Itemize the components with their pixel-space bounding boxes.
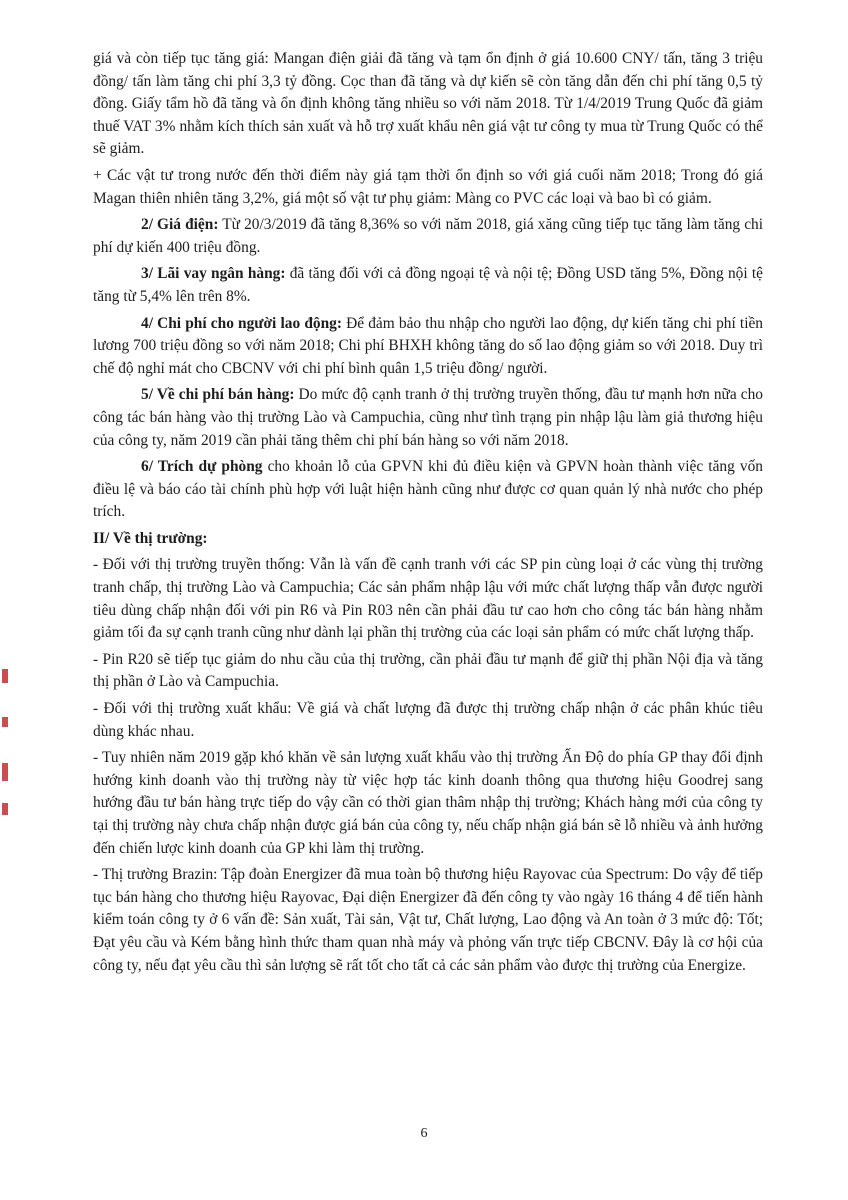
margin-stamp-marks [0,655,12,835]
paragraph-bank-interest [93,263,763,308]
item-text-sales-costs: Do mức độ cạnh tranh ở thị trường truyền thống, đầu tư mạnh hơn nữa cho công tác bán hàng vào thị trường Lào và Campuchia, cũng như tình trạng pin nhập lậu làm giả thương hiệu của công ty, năm 2019 cần phải tăng thêm chi phí bán hàng so với năm 2018. [93,386,764,449]
paragraph-electricity [93,214,763,259]
paragraph-export-market: - Đối với thị trường xuất khẩu: Về giá và chất lượng đã được thị trường chấp nhận ở các phân khúc tiêu dùng khác nhau. [93,700,763,740]
paragraph-provisions [93,456,763,524]
item-text-bank-interest: đã tăng đối với cả đồng ngoại tệ và nội tệ; Đồng USD tăng 5%, Đồng nội tệ tăng từ 5,4% lên trên 8%. [93,265,763,305]
page-number: 6 [420,1126,428,1141]
paragraph-r20-battery: - Pin R20 sẽ tiếp tục giảm do nhu cầu của thị trường, cần phải đầu tư mạnh để giữ thị phần Nội địa và tăng thị phần ở Lào và Campuchia. [93,650,763,691]
paragraph-india-market: - Tuy nhiên năm 2019 gặp khó khăn về sản lượng xuất khẩu vào thị trường Ấn Độ do phía GP thay đổi định hướng kinh doanh vào thị trường này từ việc hợp tác kinh doanh thông qua thương hiệu Goodrej sang hướng đầu tư bán hàng trực tiếp do vậy cần có thời gian thâm nhập thị trường; Khách hàng mới của công ty tại thị trường này chưa chấp nhận được giá bán của công ty, nếu chấp nhận giá bán sẽ lỗ nhiều và ảnh hưởng đến chiến lược kinh doanh của GP khi làm thị trường. [93,749,763,857]
item-title-sales-costs: 5/ Về chi phí bán hàng: [141,386,295,404]
paragraph-labor-costs [93,313,763,381]
paragraph-domestic-materials: + Các vật tư trong nước đến thời điểm này giá tạm thời ổn định so với giá cuối năm 2018; Trong đó giá Magan thiên nhiên tăng 3,2%, giá một số vật tư phụ giảm: Màng co PVC các loại và bao bì có giảm. [93,166,763,207]
paragraph-brazil-market: - Thị trường Brazin: Tập đoàn Energizer đã mua toàn bộ thương hiệu Rayovac của Spectrum: Do vậy để tiếp tục bán hàng cho thương hiệu Rayovac, Đại diện Energizer đã đến công ty vào ngày 16 tháng 4 để tiến hành kiểm toán công ty ở 6 vấn đề: Sản xuất, Tài sản, Vật tư, Chất lượng, Lao động và An toàn ở 3 mức độ: Tốt; Đạt yêu cầu và Kém bằng hình thức tham quan nhà máy và phỏng vấn trực tiếp CBCNV. Đây là cơ hội của công ty, nếu đạt yêu cầu thì sản lượng sẽ rất tốt cho tất cả các sản phẩm vào được thị trường của Energize. [93,866,763,974]
section-heading-market: II/ Về thị trường: [93,529,208,547]
item-title-electricity: 2/ Giá điện: [141,216,219,234]
document-body [93,48,763,981]
paragraph-sales-costs [93,384,763,452]
item-title-labor-costs: 4/ Chi phí cho người lao động: [141,314,342,332]
paragraph-traditional-market: - Đối với thị trường truyền thống: Vẫn là vấn đề cạnh tranh với các SP pin cùng loại ở các vùng thị trường tranh chấp, thị trường Lào và Campuchia; Các sản phẩm nhập lậu với mức chất lượng thấp vẫn được người tiêu dùng chấp nhận đối với pin R6 và Pin R03 nên cần phải đầu tư cao hơn cho công tác bán hàng nhằm giảm tối đa sự cạnh tranh cũng như dành lại phần thị trường của các loại sản phẩm có mức chất lượng thấp. [93,556,763,642]
item-text-electricity: Từ 20/3/2019 đã tăng 8,36% so với năm 2018, giá xăng cũng tiếp tục tăng làm tăng chi phí dự kiến 400 triệu đồng. [93,216,763,256]
item-text-labor-costs: Để đảm bảo thu nhập cho người lao động, dự kiến tăng chi phí tiền lương 700 triệu đồng so với năm 2018; Chi phí BHXH không tăng do số lao động giảm so với 2018. Duy trì chế độ nghỉ mát cho CBCNV với chi phí bình quân 1,5 triệu đồng/ người. [93,314,763,377]
item-title-provisions: 6/ Trích dự phòng [141,458,263,476]
item-text-provisions: cho khoản lỗ của GPVN khi đủ điều kiện và GPVN hoàn thành việc tăng vốn điều lệ và báo cáo tài chính phù hợp với luật hiện hành cũng như được cơ quan quản lý nhà nước cho phép trích. [93,458,763,521]
paragraph-material-prices: giá và còn tiếp tục tăng giá: Mangan điện giải đã tăng và tạm ổn định ở giá 10.600 CNY/ tấn, tăng 3 triệu đồng/ tấn làm tăng chi phí 3,3 tỷ đồng. Cọc than đã tăng và dự kiến sẽ còn tăng dẫn đến chi phí tăng 0,5 tỷ đồng. Giấy tẩm hồ đã tăng và ổn định không tăng nhiều so với năm 2018. Từ 1/4/2019 Trung Quốc đã giảm thuế VAT 3% nhằm kích thích sản xuất và hỗ trợ xuất khẩu nên giá vật tư công ty mua từ Trung Quốc có thể sẽ giảm. [93,50,763,158]
item-title-bank-interest: 3/ Lãi vay ngân hàng: [141,265,286,283]
